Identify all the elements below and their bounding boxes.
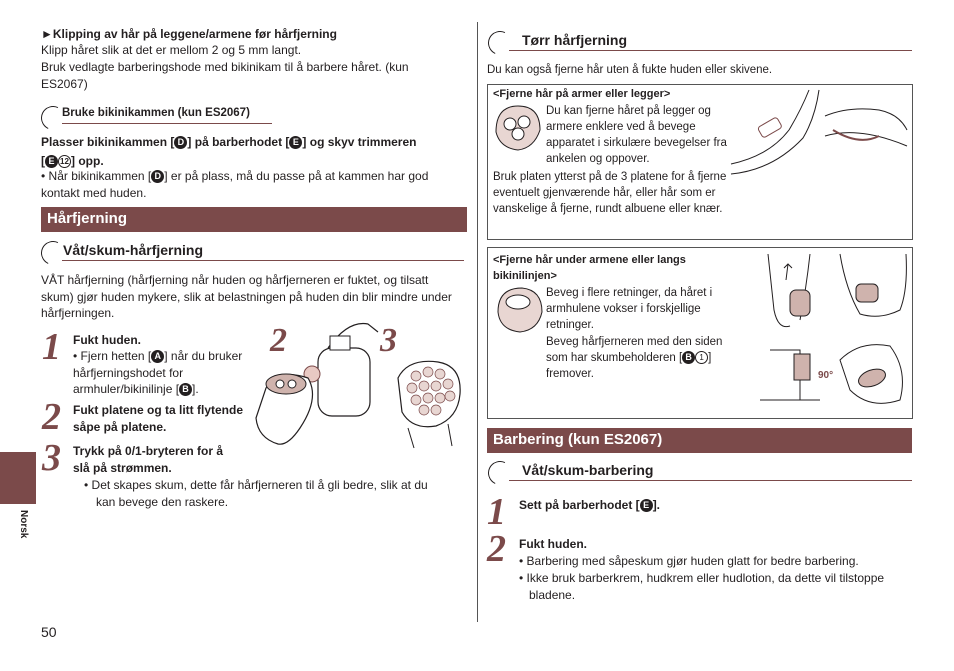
step-2-number: 2 [42,396,61,438]
shave-step-2-bullet-2: • Ikke bruk barberkrem, hudkrem eller hudlotion, da dette vil tilstoppe bladene. [519,571,885,602]
underarm-illustration [760,250,910,410]
step-2-title: Fukt platene og ta litt flytende såpe på platene. [73,403,244,434]
shave-step-2-number: 2 [487,528,506,570]
heading-arc-icon [485,458,516,489]
shave-step-2-title: Fukt huden. [519,537,587,551]
shave-step-1-part: Sett på barberhodet [ [519,498,640,512]
bikini-instruction-part: Plasser bikinikammen [ [41,135,175,149]
shave-heading: Våt/skum-barbering [522,462,654,478]
box1-text: Du kan fjerne håret på legger og armere enklere ved å bevege apparatet i sirkulære bevegelser fra ankelen og oppover. [546,105,727,165]
shave-step-1-text [519,497,660,514]
step-3-title: Trykk på 0/1-bryteren for å slå på strømmen. [73,444,224,475]
wet-heading: Våt/skum-hårfjerning [63,242,204,258]
step-1-number: 1 [42,326,61,368]
section-bar-barbering: Barbering (kun ES2067) [487,428,912,453]
shave-step-1-number: 1 [487,491,506,533]
figure-number-3: 3 [380,322,397,359]
angle-label: 90° [818,370,834,381]
leg-arm-illustration [729,86,909,176]
bikini-heading-rule [62,123,272,124]
part-a-badge: A [151,350,164,363]
box1-title: <Fjerne hår på armer eller legger> [493,88,671,100]
clipping-text-2: Bruk vedlagte barberingshode med bikinikam til å barbere håret. (kun ES2067) [41,60,409,91]
shave-heading-rule [509,480,912,481]
figure-number-2: 2 [270,322,287,359]
bikini-note-part: ] er på plass, må du passe på at kammen har god kontakt med huden. [41,169,429,200]
epilator-head-icon [496,286,544,334]
bikini-instruction-part: [ [41,154,45,168]
bikini-note [41,168,461,201]
language-label: Norsk [18,510,29,539]
bikini-instruction [41,133,471,171]
box2-text: Beveg i flere retninger, da håret i armhulene vokser i forskjellige retninger. [546,287,713,331]
shave-step-1-part: ]. [652,498,661,512]
step-3-number: 3 [42,437,61,479]
part-b-badge: B [682,351,695,364]
dry-heading-rule [509,50,912,51]
part-d-badge: D [151,170,164,183]
circled-number: 1 [695,351,708,364]
shave-step-2-bullet-1: • Barbering med såpeskum gjør huden glatt for bedre barbering. [519,554,859,568]
epilator-head-icon [494,102,542,152]
dry-intro: Du kan også fjerne hår uten å fukte huden eller skivene. [487,64,773,76]
step-1-bullet [73,348,243,398]
bikini-note-part: • Når bikinikammen [ [41,169,152,183]
step-3-bullet: • Det skapes skum, dette får hårfjerneren til å gli bedre, slik at du kan bevege den raskere. [84,478,428,509]
box1-text-2: Bruk platen ytterst på de 3 platene for å fjerne eventuelt gjenværende hår, eller hår som er vanskelige å fjerne, rundt albuene eller knær. [493,171,727,215]
part-e-badge: E [289,136,302,149]
step-1-title: Fukt huden. [73,333,141,347]
wet-heading-rule [62,260,464,261]
heading-arc-icon [485,28,516,59]
page-number: 50 [41,624,57,640]
bikini-instruction-part: ] opp. [71,154,104,168]
step-1-bullet-part: ] når du bruker hårfjerningshodet for armhuler/bikinilinje [ [73,349,243,396]
step-1-bullet-part: ]. [192,382,199,396]
column-divider [477,22,478,622]
step-1-bullet-part: • Fjern hetten [ [73,349,152,363]
part-e-badge: E [640,499,653,512]
clipping-title: ►Klipping av hår på leggene/armene før hårfjerning [41,27,337,41]
box2-title: <Fjerne hår under armene eller langs bikinilinjen> [493,254,686,282]
language-tab [0,452,36,504]
circled-number: 12 [58,155,71,168]
dry-heading: Tørr hårfjerning [522,32,628,48]
part-b-badge: B [179,383,192,396]
epilator-foam-illustration [248,318,470,450]
section-bar-harfjerning: Hårfjerning [41,207,467,232]
part-e-badge: E [45,155,58,168]
box2-text-2-part: Beveg hårfjerneren med den siden som har skumbeholderen [ [546,336,723,364]
bikini-instruction-part: ] og skyv trimmeren [302,135,417,149]
box2-text-2-part: ] fremover. [546,352,712,380]
clipping-text-1: Klipp håret slik at det er mellom 2 og 5 mm langt. [41,43,302,57]
part-d-badge: D [174,136,187,149]
bikini-instruction-part: ] på barberhodet [ [187,135,290,149]
box2-text-2 [546,334,742,382]
bikini-heading: Bruke bikinikammen (kun ES2067) [62,107,250,119]
wet-intro: VÅT hårfjerning (hårfjerning når huden og hårfjerneren er fuktet, og tilsatt skum) gjør huden mykere, slik at belastningen på huden din blir mindre under hårfjerningen. [41,273,452,320]
